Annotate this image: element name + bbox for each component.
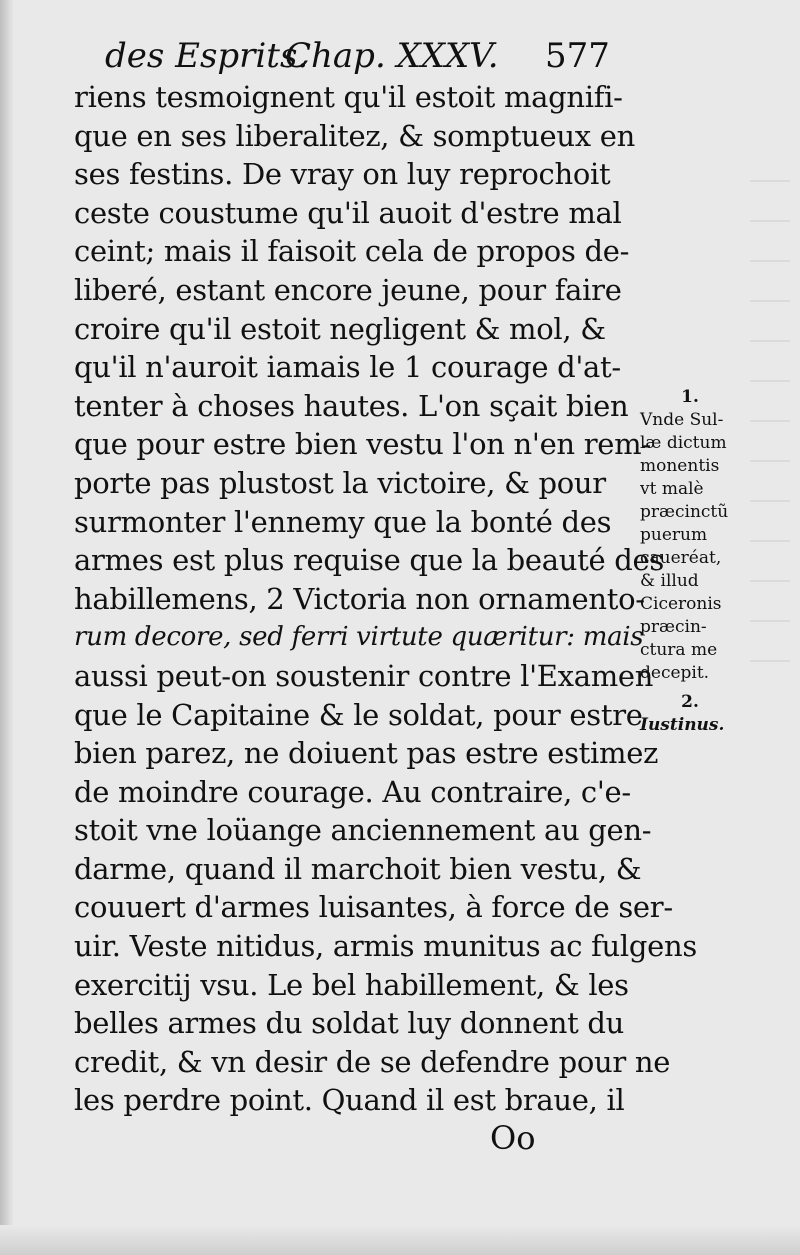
margin-note-line: præcin-	[640, 617, 707, 637]
page-bottom-shadow	[0, 1225, 800, 1255]
margin-note-line: Vnde Sul-	[640, 410, 724, 430]
text-line-latin: rum decore, sed ferri virtute quæritur: mais	[74, 622, 644, 653]
text-line: uir. Veste nitidus, armis munitus ac fulgens	[74, 929, 697, 964]
margin-note-line: puerum	[640, 525, 708, 545]
margin-note-line: præcinctũ	[640, 502, 729, 522]
text-line: couuert d'armes luisantes, à force de ser-	[74, 890, 673, 925]
text-line: ceint; mais il faisoit cela de propos de-	[74, 234, 630, 269]
margin-note-source: Iustinus.	[640, 715, 725, 735]
text-line: que en ses liberalitez, & somptueux en	[74, 118, 635, 153]
text-line: de moindre courage. Au contraire, c'e-	[74, 774, 631, 809]
text-line: aussi peut-on soustenir contre l'Examen	[74, 658, 654, 693]
text-line: que le Capitaine & le soldat, pour estre	[74, 697, 643, 732]
text-line: armes est plus requise que la beauté des	[74, 543, 664, 578]
text-line: exercitij vsu. Le bel habillement, & les	[74, 967, 629, 1002]
margin-note-line: monentis	[640, 456, 720, 476]
text-line: porte pas plustost la victoire, & pour	[74, 465, 606, 500]
text-line: riens tesmoignent qu'il estoit magnifi-	[74, 80, 623, 114]
catchword: Oo	[490, 1119, 536, 1157]
chapter-heading: Chap. XXXV.	[285, 36, 499, 76]
text-line: ses festins. De vray on luy reprochoit	[74, 157, 611, 192]
text-line: ceste coustume qu'il auoit d'estre mal	[74, 195, 622, 230]
text-line: les perdre point. Quand il est braue, il	[74, 1083, 625, 1118]
text-line: qu'il n'auroit iamais le 1 courage d'at-	[74, 350, 621, 385]
margin-note-line: ctura me	[640, 640, 718, 660]
text-line: habillemens, 2 Victoria non ornamento-	[74, 581, 645, 616]
text-line: tenter à choses hautes. L'on sçait bien	[74, 388, 629, 423]
text-line: surmonter l'ennemy que la bonté des	[74, 504, 612, 539]
page-number: 577	[545, 36, 610, 76]
margin-note-line: læ dictum	[640, 433, 727, 453]
text-line: belles armes du soldat luy donnent du	[74, 1006, 625, 1041]
text-line: bien parez, ne doiuent pas estre estimez	[74, 736, 659, 771]
note-marker-1: 1.	[681, 387, 699, 407]
page-edge-shadow	[0, 0, 14, 1255]
margin-note-line: decepit.	[640, 663, 710, 683]
note-marker-2: 2.	[681, 692, 699, 712]
text-line: darme, quand il marchoit bien vestu, &	[74, 851, 642, 886]
margin-notes	[640, 386, 760, 737]
margin-note-line: caueréat,	[640, 548, 722, 568]
text-line: credit, & vn desir de se defendre pour ne	[74, 1044, 671, 1079]
margin-note-line: & illud	[640, 571, 699, 591]
text-line: croire qu'il estoit negligent & mol, &	[74, 311, 606, 346]
text-line: liberé, estant encore jeune, pour faire	[74, 272, 622, 307]
running-title: des Esprits.	[105, 36, 309, 76]
page-header	[105, 28, 625, 84]
text-line: que pour estre bien vestu l'on n'en rem-	[74, 427, 651, 462]
margin-note-line: Ciceronis	[640, 594, 722, 614]
text-line: stoit vne loüange anciennement au gen-	[74, 813, 652, 848]
margin-note-line: vt malè	[640, 479, 704, 499]
